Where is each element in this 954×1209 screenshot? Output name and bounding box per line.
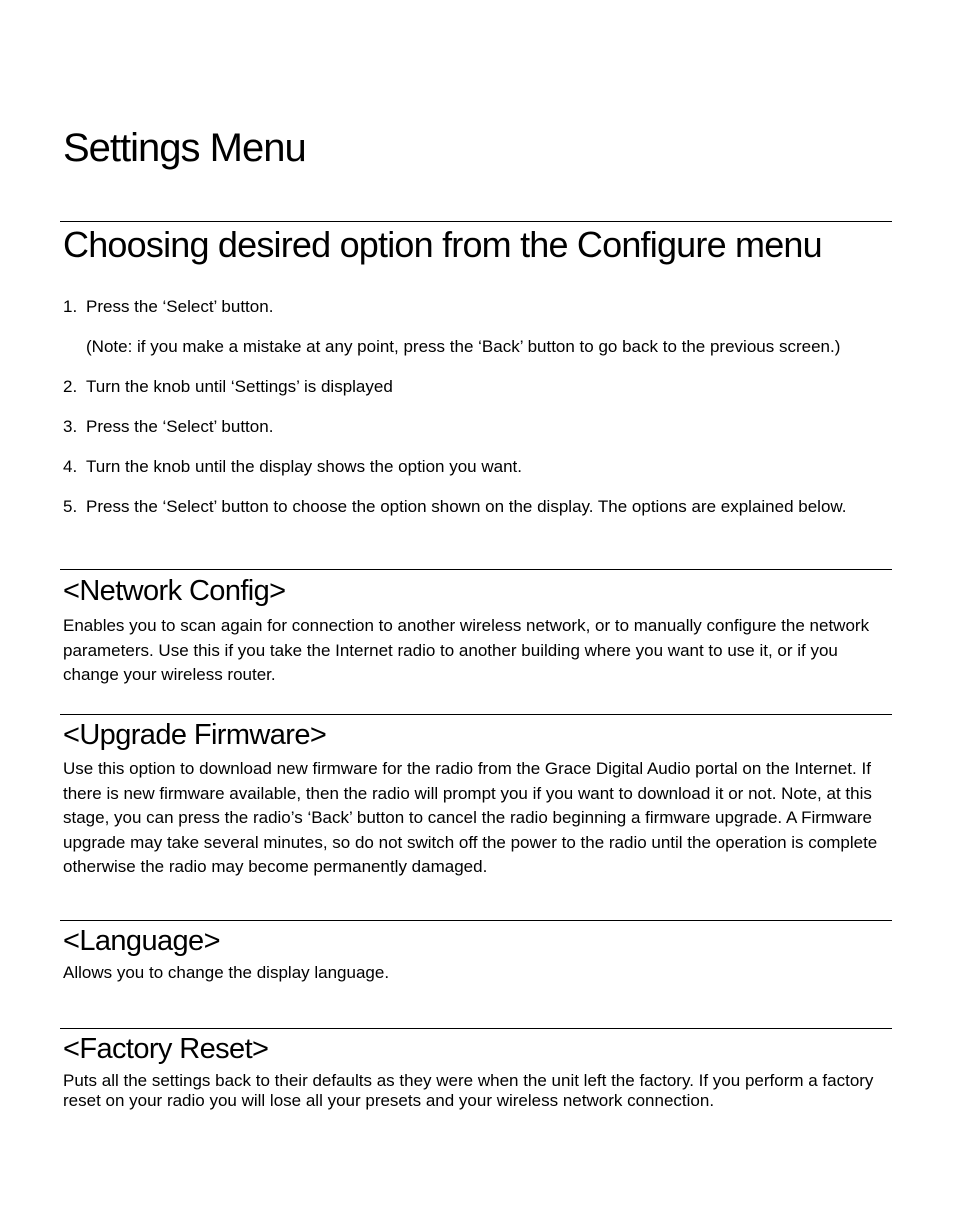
- page-title: Settings Menu: [63, 126, 306, 170]
- step-text: Press the ‘Select’ button.: [86, 417, 274, 436]
- divider: [60, 221, 892, 222]
- divider: [60, 569, 892, 570]
- main-heading: Choosing desired option from the Configure menu: [63, 224, 822, 265]
- step-number: 2.: [63, 377, 78, 396]
- step-number: 3.: [63, 417, 78, 436]
- section-heading-factory-reset: <Factory Reset>: [63, 1033, 269, 1065]
- divider: [60, 714, 892, 715]
- step-text: Press the ‘Select’ button to choose the option shown on the display. The options are explained below.: [86, 497, 847, 516]
- step-item: [63, 457, 889, 477]
- step-number: 5.: [63, 497, 78, 516]
- section-body-factory-reset: Puts all the settings back to their defaults as they were when the unit left the factory. If you perform a factory reset on your radio you will lose all your presets and your wireless network connection.: [63, 1071, 874, 1110]
- section-body-upgrade-firmware: Use this option to download new firmware for the radio from the Grace Digital Audio portal on the Internet. If there is new firmware available, then the radio will prompt you if you want to download it or not. Note, at this stage, you can press the radio’s ‘Back’ button to cancel the radio beginning a firmware upgrade. A Firmware upgrade may take several minutes, so do not switch off the power to the radio until the operation is complete otherwise the radio may become permanently damaged.: [63, 759, 878, 876]
- step-text: Turn the knob until ‘Settings’ is displayed: [86, 377, 393, 396]
- step-text: Turn the knob until the display shows the option you want.: [86, 457, 522, 476]
- divider: [60, 920, 892, 921]
- step-item: [63, 497, 889, 517]
- steps-list: [63, 297, 889, 537]
- step-item: [63, 297, 889, 317]
- section-heading-upgrade-firmware: <Upgrade Firmware>: [63, 719, 327, 751]
- divider: [60, 1028, 892, 1029]
- step-note: (Note: if you make a mistake at any point, press the ‘Back’ button to go back to the previous screen.): [86, 337, 841, 356]
- step-number: 4.: [63, 457, 78, 476]
- section-body-language: Allows you to change the display language.: [63, 963, 390, 982]
- step-number: 1.: [63, 297, 78, 316]
- section-heading-language: <Language>: [63, 925, 220, 957]
- step-text: Press the ‘Select’ button.: [86, 297, 274, 316]
- step-item: [63, 377, 889, 397]
- step-item: [63, 417, 889, 437]
- section-body-network-config: Enables you to scan again for connection to another wireless network, or to manually configure the network parameters. Use this if you take the Internet radio to another building where you want to use it, or if you change your wireless router.: [63, 616, 870, 684]
- section-heading-network-config: <Network Config>: [63, 575, 286, 607]
